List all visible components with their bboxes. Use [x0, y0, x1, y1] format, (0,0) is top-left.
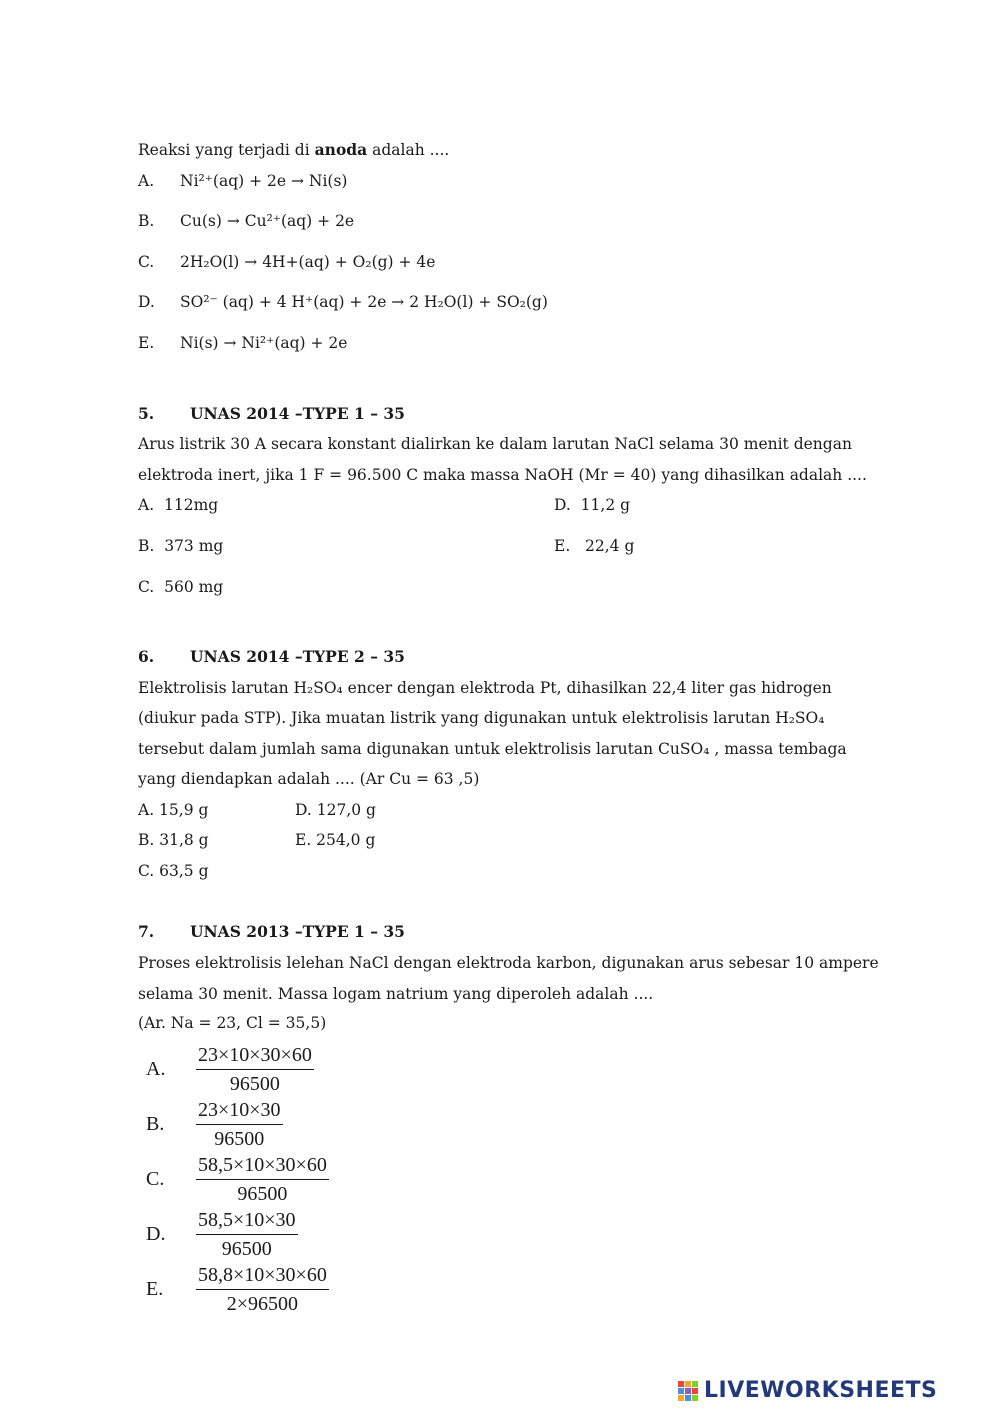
- q7-option-e[interactable]: [146, 1262, 329, 1317]
- q7-option-c-numerator: 58,5×10×30×60: [196, 1152, 329, 1180]
- q4-option-a[interactable]: A.: [138, 172, 155, 190]
- q4-option-e-text: Ni(s) → Ni²⁺(aq) + 2e: [180, 334, 348, 352]
- q4-option-c-text: 2H₂O(l) → 4H+(aq) + O₂(g) + 4e: [180, 253, 436, 271]
- q7-option-d-fraction: [196, 1207, 298, 1262]
- q7-option-a-numerator: 23×10×30×60: [196, 1042, 314, 1070]
- q6-option-d[interactable]: D. 127,0 g: [295, 801, 376, 819]
- q5-title: UNAS 2014 –TYPE 1 – 35: [190, 404, 405, 423]
- q5-number: 5.: [138, 404, 155, 423]
- q5-option-e[interactable]: E. 22,4 g: [554, 537, 635, 555]
- q7-option-d[interactable]: [146, 1207, 298, 1262]
- q6-line-1: Elektrolisis larutan H₂SO₄ encer dengan elektroda Pt, dihasilkan 22,4 liter gas hidrogen: [138, 679, 832, 697]
- logo-square: [692, 1381, 698, 1387]
- q7-option-b-denominator: 96500: [214, 1128, 265, 1150]
- q7-option-d-letter: D.: [146, 1223, 166, 1245]
- q7-option-e-fraction: [196, 1262, 329, 1317]
- logo-square: [692, 1395, 698, 1401]
- q7-option-e-letter: E.: [146, 1278, 164, 1300]
- q7-option-b[interactable]: [146, 1097, 283, 1152]
- q7-option-d-numerator: 58,5×10×30: [196, 1207, 298, 1235]
- q7-option-d-denominator: 96500: [221, 1238, 272, 1260]
- q6-line-2: (diukur pada STP). Jika muatan listrik yang digunakan untuk elektrolisis larutan H₂SO₄: [138, 709, 825, 727]
- q4-option-c[interactable]: C.: [138, 253, 155, 271]
- logo-square: [685, 1381, 691, 1387]
- logo-square: [685, 1388, 691, 1394]
- q7-number: 7.: [138, 922, 155, 941]
- q4-stem: Reaksi yang terjadi di anoda adalah ....: [138, 140, 450, 159]
- q6-title: UNAS 2014 –TYPE 2 – 35: [190, 647, 405, 666]
- q4-option-a-text: Ni²⁺(aq) + 2e → Ni(s): [180, 172, 348, 190]
- q5-line-2: elektroda inert, jika 1 F = 96.500 C maka massa NaOH (Mr = 40) yang dihasilkan adalah ....: [138, 466, 867, 484]
- q4-stem-bold: anoda: [314, 140, 368, 159]
- q6-option-e[interactable]: E. 254,0 g: [295, 831, 376, 849]
- q7-option-a-denominator: 96500: [229, 1073, 280, 1095]
- q6-option-a[interactable]: A. 15,9 g: [138, 801, 209, 819]
- q7-option-e-numerator: 58,8×10×30×60: [196, 1262, 329, 1290]
- q5-option-b[interactable]: B. 373 mg: [138, 537, 224, 555]
- q7-title: UNAS 2013 –TYPE 1 – 35: [190, 922, 405, 941]
- logo-mark-icon: [678, 1381, 698, 1401]
- q6-option-c[interactable]: C. 63,5 g: [138, 862, 209, 880]
- logo-square: [678, 1388, 684, 1394]
- liveworksheets-logo[interactable]: [678, 1378, 937, 1403]
- q7-option-b-numerator: 23×10×30: [196, 1097, 283, 1125]
- q7-line-2: selama 30 menit. Massa logam natrium yang diperoleh adalah ....: [138, 985, 654, 1003]
- q7-option-b-letter: B.: [146, 1113, 165, 1135]
- logo-square: [692, 1388, 698, 1394]
- q4-option-b-text: Cu(s) → Cu²⁺(aq) + 2e: [180, 212, 355, 230]
- q6-option-b[interactable]: B. 31,8 g: [138, 831, 209, 849]
- q5-option-a[interactable]: A. 112mg: [138, 496, 219, 514]
- q4-option-b[interactable]: B.: [138, 212, 155, 230]
- logo-square: [678, 1395, 684, 1401]
- logo-text: LIVEWORKSHEETS: [704, 1378, 938, 1403]
- q5-line-1: Arus listrik 30 A secara konstant dialirkan ke dalam larutan NaCl selama 30 menit dengan: [138, 435, 852, 453]
- q7-option-b-fraction: [196, 1097, 283, 1152]
- q7-option-a-letter: A.: [146, 1058, 166, 1080]
- q4-option-d[interactable]: D.: [138, 293, 155, 311]
- q7-option-a-fraction: [196, 1042, 314, 1097]
- logo-square: [678, 1381, 684, 1387]
- q5-option-c[interactable]: C. 560 mg: [138, 578, 224, 596]
- q7-option-e-denominator: 2×96500: [226, 1293, 299, 1315]
- q7-option-c-denominator: 96500: [237, 1183, 288, 1205]
- q7-option-c[interactable]: [146, 1152, 329, 1207]
- q7-line-1: Proses elektrolisis lelehan NaCl dengan elektroda karbon, digunakan arus sebesar 10 ampere: [138, 954, 879, 972]
- q4-option-e[interactable]: E.: [138, 334, 155, 352]
- q5-option-d[interactable]: D. 11,2 g: [554, 496, 631, 514]
- q7-option-c-letter: C.: [146, 1168, 165, 1190]
- q6-number: 6.: [138, 647, 155, 666]
- q7-option-a[interactable]: [146, 1042, 314, 1097]
- q7-line-3: (Ar. Na = 23, Cl = 35,5): [138, 1014, 327, 1032]
- q7-option-c-fraction: [196, 1152, 329, 1207]
- q6-line-4: yang diendapkan adalah .... (Ar Cu = 63 ,5): [138, 770, 480, 788]
- logo-square: [685, 1395, 691, 1401]
- q4-option-d-text: SO²⁻ (aq) + 4 H⁺(aq) + 2e → 2 H₂O(l) + SO₂(g): [180, 293, 548, 311]
- q6-line-3: tersebut dalam jumlah sama digunakan untuk elektrolisis larutan CuSO₄ , massa tembaga: [138, 740, 847, 758]
